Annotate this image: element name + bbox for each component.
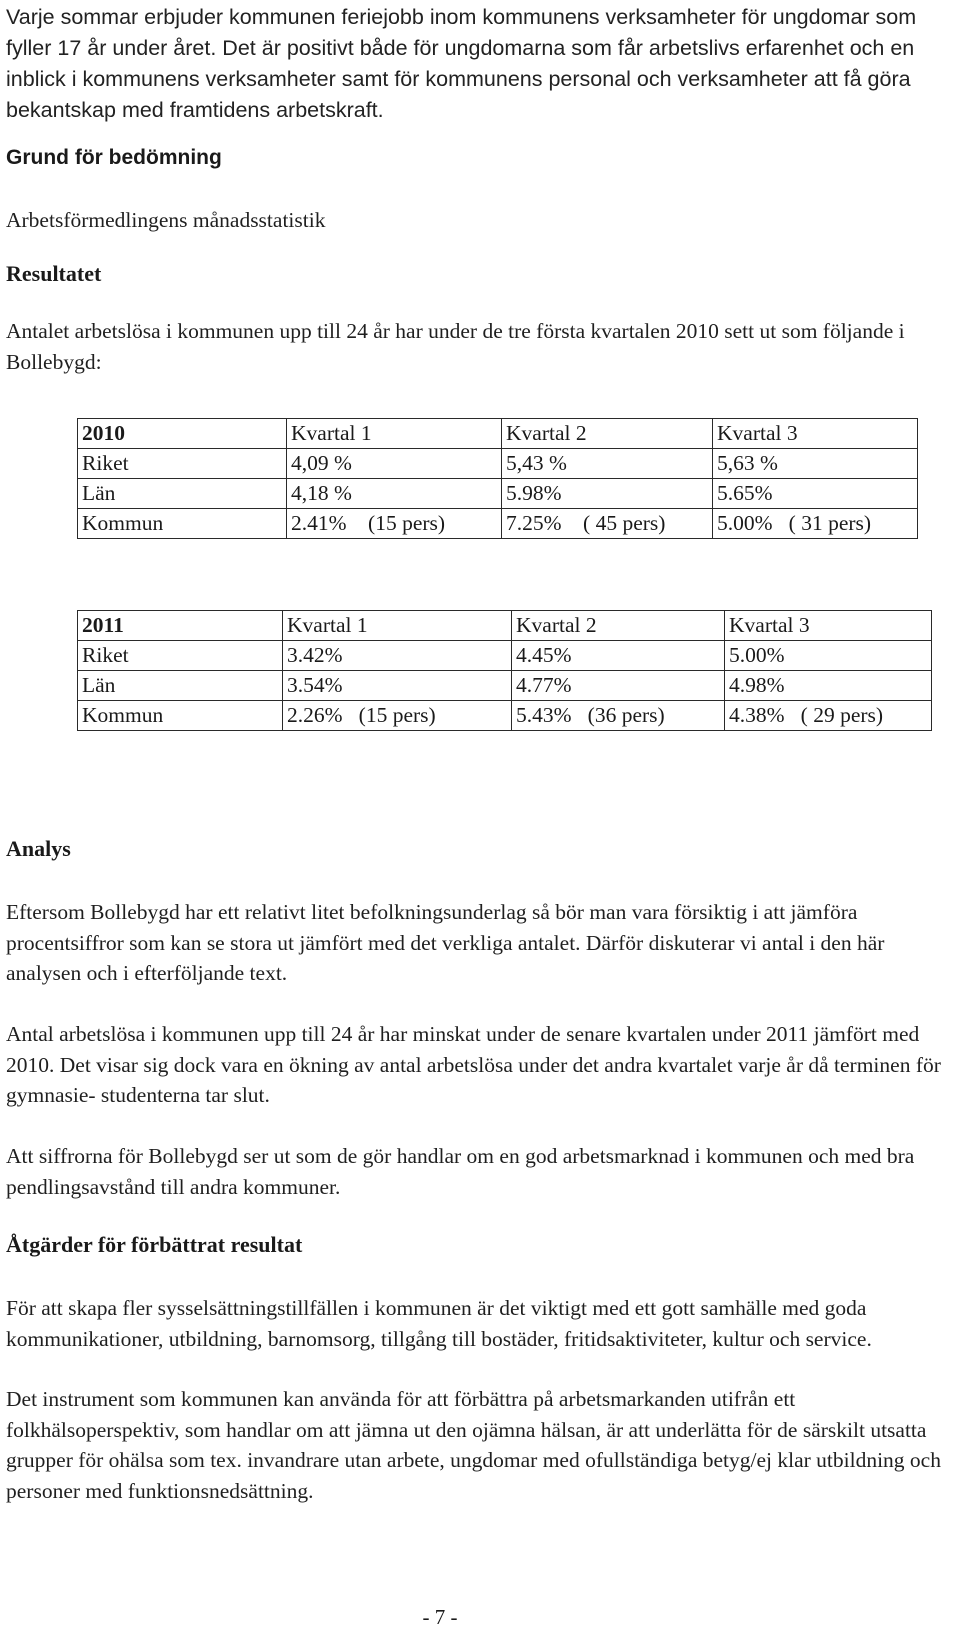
table-2010 — [77, 418, 918, 539]
table-cell: 5.00% ( 31 pers) — [713, 509, 918, 539]
heading-analys: Analys — [6, 836, 71, 861]
analys-paragraph-3: Att siffrorna för Bollebygd ser ut som de gör handlar om en god arbetsmarknad i kommunen och med bra pendlingsavstånd till andra kommuner. — [6, 1144, 915, 1199]
table-year: 2011 — [78, 611, 283, 641]
table-cell: 5.98% — [502, 479, 713, 509]
row-label: Riket — [78, 449, 287, 479]
table-row — [78, 509, 918, 539]
table-header-cell: Kvartal 1 — [287, 419, 502, 449]
atgarder-paragraph-1: För att skapa fler sysselsättningstillfällen i kommunen är det viktigt med ett gott samhälle med goda kommunikationer, utbildning, barnomsorg, tillgång till bostäder, fritidsaktiviteter, kultur och service. — [6, 1296, 872, 1351]
table-cell: 7.25% ( 45 pers) — [502, 509, 713, 539]
row-label: Riket — [78, 641, 283, 671]
heading-atgarder: Åtgärder för förbättrat resultat — [6, 1232, 303, 1257]
table-cell: 4,09 % — [287, 449, 502, 479]
table-cell: 5.65% — [713, 479, 918, 509]
grund-text: Arbetsförmedlingens månadsstatistik — [6, 208, 326, 232]
table-header-cell: Kvartal 1 — [283, 611, 512, 641]
table-cell: 3.42% — [283, 641, 512, 671]
table-cell: 5,43 % — [502, 449, 713, 479]
table-2011 — [77, 610, 932, 731]
table-cell: 2.26% (15 pers) — [283, 701, 512, 731]
table-cell: 4.45% — [512, 641, 725, 671]
table-row — [78, 701, 932, 731]
table-header-row — [78, 611, 932, 641]
table-row — [78, 641, 932, 671]
table-header-cell: Kvartal 2 — [502, 419, 713, 449]
table-cell: 5.43% (36 pers) — [512, 701, 725, 731]
table-cell: 5.00% — [725, 641, 932, 671]
row-label: Län — [78, 479, 287, 509]
table-cell: 5,63 % — [713, 449, 918, 479]
table-header-cell: Kvartal 2 — [512, 611, 725, 641]
analys-paragraph-2: Antal arbetslösa i kommunen upp till 24 år har minskat under de senare kvartalen under 2011 jämfört med 2010. Det visar sig dock vara en ökning av antal arbetslösa under det andra kvartalet varje år då terminen för gymnasie- studenterna tar slut. — [6, 1022, 941, 1107]
intro-paragraph: Varje sommar erbjuder kommunen feriejobb inom kommunens verksamheter för ungdomar som fyller 17 år under året. Det är positivt både för ungdomarna som får arbetslivs erfarenhet och en inblick i kommunens verksamheter samt för kommunens personal och verksamheter att få göra bekantskap med framtidens arbetskraft. — [6, 5, 917, 122]
analys-paragraph-1: Eftersom Bollebygd har ett relativt litet befolkningsunderlag så bör man vara försiktig i att jämföra procentsiffror som kan se stora ut jämfört med det verkliga antalet. Därför diskuterar vi antal i den här analysen och i efterföljande text. — [6, 900, 885, 985]
table-cell: 4,18 % — [287, 479, 502, 509]
table-row — [78, 671, 932, 701]
table-cell: 4.98% — [725, 671, 932, 701]
row-label: Kommun — [78, 509, 287, 539]
table-cell: 3.54% — [283, 671, 512, 701]
table-header-cell: Kvartal 3 — [713, 419, 918, 449]
row-label: Kommun — [78, 701, 283, 731]
resultat-text: Antalet arbetslösa i kommunen upp till 24 år har under de tre första kvartalen 2010 sett ut som följande i Bollebygd: — [6, 319, 905, 374]
heading-grund: Grund för bedömning — [6, 146, 222, 169]
table-cell: 2.41% (15 pers) — [287, 509, 502, 539]
table-year: 2010 — [78, 419, 287, 449]
table-header-row — [78, 419, 918, 449]
table-row — [78, 479, 918, 509]
page-number: - 7 - — [422, 1605, 458, 1629]
atgarder-paragraph-2: Det instrument som kommunen kan använda för att förbättra på arbetsmarkanden utifrån ett folkhälsoperspektiv, som handlar om att jämna ut den ojämna hälsan, är att underlätta för de särskilt utsatta grupper för ohälsa som tex. invandrare utan arbete, ungdomar med ofullständiga betyg/ej klar utbildning och personer med funktionsnedsättning. — [6, 1387, 941, 1503]
heading-resultat: Resultatet — [6, 261, 102, 286]
table-cell: 4.77% — [512, 671, 725, 701]
table-header-cell: Kvartal 3 — [725, 611, 932, 641]
row-label: Län — [78, 671, 283, 701]
table-row — [78, 449, 918, 479]
table-cell: 4.38% ( 29 pers) — [725, 701, 932, 731]
